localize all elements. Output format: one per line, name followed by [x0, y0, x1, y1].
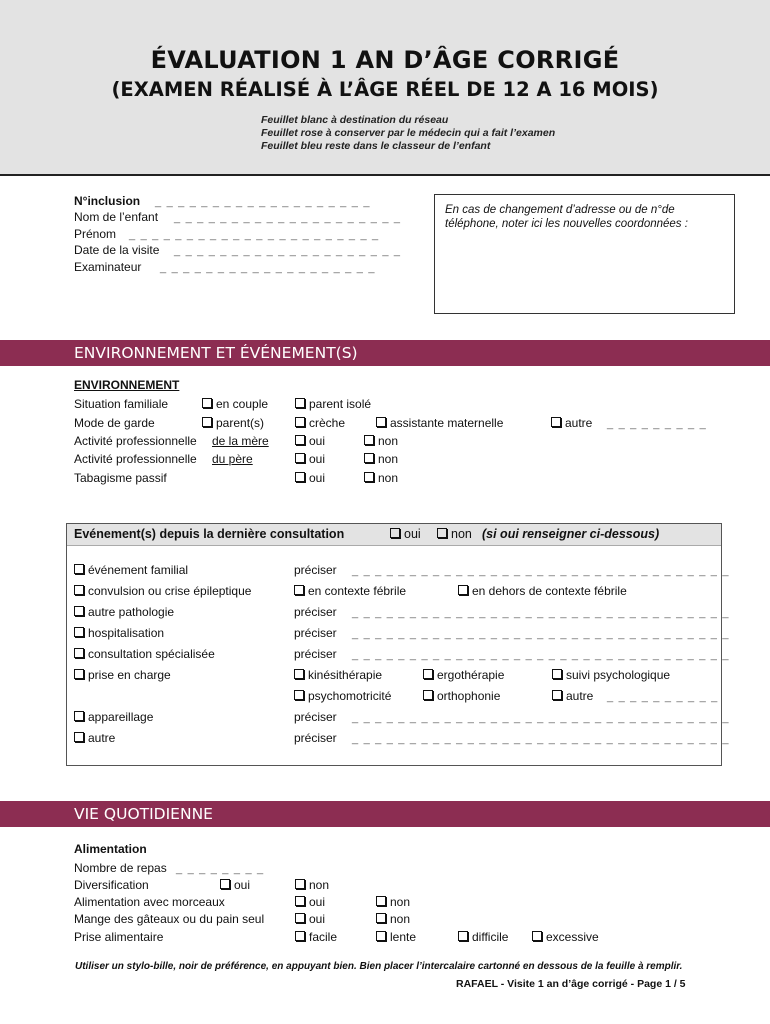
parents-label: parent(s) — [216, 416, 265, 430]
checkbox-icon — [423, 669, 433, 679]
environment-subtitle: ENVIRONNEMENT — [74, 378, 180, 392]
checkbox-events-non[interactable] — [437, 527, 472, 541]
checkbox-icon — [294, 690, 304, 700]
section-daily-life-title: VIE QUOTIDIENNE — [0, 801, 770, 827]
checkbox-assistante[interactable] — [376, 416, 503, 430]
checkbox-convulsion[interactable] — [74, 584, 251, 598]
checkbox-icon — [74, 606, 84, 616]
non-label: non — [378, 434, 399, 448]
checkbox-icon — [74, 585, 84, 595]
checkbox-mother-non[interactable] — [364, 434, 398, 448]
checkbox-icon — [294, 585, 304, 595]
autre-garde-field[interactable]: _ _ _ _ _ _ _ _ _ — [607, 418, 707, 430]
checkbox-icon — [458, 585, 468, 595]
meals-label: Nombre de repas — [74, 861, 167, 875]
visit-date-field[interactable]: _ _ _ _ _ _ _ _ _ _ _ _ _ _ _ _ _ _ _ _ — [174, 245, 402, 257]
checkbox-smoking-oui[interactable] — [295, 471, 325, 485]
checkbox-icon — [295, 931, 305, 941]
preciser-label: préciser — [294, 563, 337, 577]
checkbox-icon — [458, 931, 468, 941]
checkbox-icon — [294, 669, 304, 679]
checkbox-icon — [295, 472, 305, 482]
oui-label: oui — [309, 471, 326, 485]
cakes-label: Mange des gâteaux ou du pain seul — [74, 912, 265, 926]
preciser-pathologie-field[interactable]: _ _ _ _ _ _ _ _ _ _ _ _ _ _ _ _ _ _ _ _ _ _ _ _ _ _ _ _ _ _ _ _ _ — [352, 607, 730, 619]
checkbox-psycho[interactable] — [552, 668, 670, 682]
note-pink: Feuillet rose à conserver par le médecin qui a fait l’examen — [261, 127, 556, 139]
checkbox-smoking-non[interactable] — [364, 471, 398, 485]
checkbox-icon — [376, 913, 386, 923]
activity-father-label: Activité professionnelle — [74, 452, 197, 466]
non-label: non — [451, 527, 472, 541]
meals-field[interactable]: _ _ _ _ _ _ _ _ — [176, 863, 265, 875]
checkbox-parents[interactable] — [202, 416, 264, 430]
checkbox-pieces-non[interactable] — [376, 895, 410, 909]
checkbox-psychomot[interactable] — [294, 689, 391, 703]
febrile-label: en contexte fébrile — [308, 584, 407, 598]
oui-label: oui — [309, 895, 326, 909]
preciser-hospitalisation-field[interactable]: _ _ _ _ _ _ _ _ _ _ _ _ _ _ _ _ _ _ _ _ _ _ _ _ _ _ _ _ _ _ _ _ _ — [352, 628, 730, 640]
autre-prise-field[interactable]: _ _ _ _ _ _ _ _ _ _ — [607, 691, 719, 703]
checkbox-icon — [376, 931, 386, 941]
preciser-autre-field[interactable]: _ _ _ _ _ _ _ _ _ _ _ _ _ _ _ _ _ _ _ _ _ _ _ _ _ _ _ _ _ _ _ _ _ — [352, 733, 730, 745]
checkbox-lente[interactable] — [376, 930, 416, 944]
checkbox-icon — [376, 896, 386, 906]
inclusion-label: N°inclusion — [74, 194, 141, 208]
checkbox-parent-isole[interactable] — [295, 397, 371, 411]
kine-label: kinésithérapie — [308, 668, 383, 682]
note-blue: Feuillet bleu reste dans le classeur de l’enfant — [261, 140, 491, 152]
family-situation-label: Situation familiale — [74, 397, 169, 411]
checkbox-father-non[interactable] — [364, 452, 398, 466]
activity-mother-label: Activité professionnelle — [74, 434, 197, 448]
preciser-label: préciser — [294, 605, 337, 619]
events-header-hint: (si oui renseigner ci-dessous) — [482, 527, 660, 541]
checkbox-icon — [364, 472, 374, 482]
first-name-field[interactable]: _ _ _ _ _ _ _ _ _ _ _ _ _ _ _ _ _ _ _ _ _ _ — [129, 229, 380, 241]
parent-isole-label: parent isolé — [309, 397, 372, 411]
checkbox-icon — [376, 417, 386, 427]
checkbox-excessive[interactable] — [532, 930, 599, 944]
checkbox-div-non[interactable] — [295, 878, 329, 892]
checkbox-appareillage[interactable] — [74, 710, 153, 724]
preciser-consultation-field[interactable]: _ _ _ _ _ _ _ _ _ _ _ _ _ _ _ _ _ _ _ _ _ _ _ _ _ _ _ _ _ _ _ _ _ — [352, 649, 730, 661]
checkbox-en-couple[interactable] — [202, 397, 268, 411]
events-box — [66, 523, 722, 766]
checkbox-prise-charge[interactable] — [74, 668, 171, 682]
non-label: non — [390, 895, 411, 909]
checkbox-icon — [532, 931, 542, 941]
checkbox-familial[interactable] — [74, 563, 188, 577]
intake-label: Prise alimentaire — [74, 930, 164, 944]
checkbox-icon — [74, 627, 84, 637]
oui-label: oui — [404, 527, 421, 541]
checkbox-facile[interactable] — [295, 930, 337, 944]
familial-label: événement familial — [88, 563, 189, 577]
pieces-label: Alimentation avec morceaux — [74, 895, 225, 909]
hospitalisation-label: hospitalisation — [88, 626, 165, 640]
autre-label: autre — [566, 689, 594, 703]
checkbox-icon — [364, 453, 374, 463]
preciser-appareillage-field[interactable]: _ _ _ _ _ _ _ _ _ _ _ _ _ _ _ _ _ _ _ _ _ _ _ _ _ _ _ _ _ _ _ _ _ — [352, 712, 730, 724]
checkbox-febrile[interactable] — [294, 584, 406, 598]
passive-smoking-label: Tabagisme passif — [74, 471, 167, 485]
checkbox-icon — [74, 648, 84, 658]
checkbox-pathologie[interactable] — [74, 605, 174, 619]
preciser-label: préciser — [294, 731, 337, 745]
checkbox-icon — [295, 896, 305, 906]
checkbox-kine[interactable] — [294, 668, 382, 682]
oui-label: oui — [234, 878, 251, 892]
ergo-label: ergothérapie — [437, 668, 505, 682]
pathologie-label: autre pathologie — [88, 605, 175, 619]
page-title: ÉVALUATION 1 AN D’ÂGE CORRIGÉ — [150, 46, 620, 74]
section-environment-title: ENVIRONNEMENT ET ÉVÉNEMENT(S) — [0, 340, 770, 366]
checkbox-icon — [390, 528, 400, 538]
childcare-label: Mode de garde — [74, 416, 155, 430]
checkbox-icon — [295, 913, 305, 923]
checkbox-icon — [74, 732, 84, 742]
convulsion-label: convulsion ou crise épileptique — [88, 584, 252, 598]
facile-label: facile — [309, 930, 338, 944]
checkbox-autre-garde[interactable] — [551, 416, 592, 430]
checkbox-autre-event[interactable] — [74, 731, 115, 745]
checkbox-div-oui[interactable] — [220, 878, 250, 892]
checkbox-cakes-non[interactable] — [376, 912, 410, 926]
non-label: non — [390, 912, 411, 926]
checkbox-consultation[interactable] — [74, 647, 215, 661]
ortho-label: orthophonie — [437, 689, 501, 703]
visit-date-label: Date de la visite — [74, 243, 160, 257]
checkbox-icon — [220, 879, 230, 889]
checkbox-creche[interactable] — [295, 416, 345, 430]
checkbox-icon — [295, 453, 305, 463]
oui-label: oui — [309, 912, 326, 926]
address-change-note: En cas de changement d’adresse ou de n°de téléphone, noter ici les nouvelles coordonnées : — [445, 204, 688, 230]
non-febrile-label: en dehors de contexte fébrile — [472, 584, 627, 598]
psycho-label: suivi psychologique — [566, 668, 671, 682]
checkbox-icon — [423, 690, 433, 700]
psychomot-label: psychomotricité — [308, 689, 392, 703]
checkbox-icon — [202, 417, 212, 427]
father-label: du père — [212, 452, 253, 466]
appareillage-label: appareillage — [88, 710, 154, 724]
checkbox-hospitalisation[interactable] — [74, 626, 164, 640]
checkbox-ortho[interactable] — [423, 689, 500, 703]
checkbox-non-febrile[interactable] — [458, 584, 627, 598]
non-label: non — [309, 878, 330, 892]
checkbox-icon — [551, 417, 561, 427]
alimentation-subtitle: Alimentation — [74, 842, 147, 856]
autre-label: autre — [565, 416, 593, 430]
checkbox-events-oui[interactable] — [390, 527, 421, 541]
child-name-label: Nom de l’enfant — [74, 210, 159, 224]
assistante-label: assistante maternelle — [390, 416, 504, 430]
difficile-label: difficile — [472, 930, 509, 944]
examiner-label: Examinateur — [74, 260, 142, 274]
checkbox-mother-oui[interactable] — [295, 434, 325, 448]
en-couple-label: en couple — [216, 397, 269, 411]
footer-page: RAFAEL - Visite 1 an d’âge corrigé - Page 1 / 5 — [456, 978, 686, 990]
first-name-label: Prénom — [74, 227, 117, 241]
checkbox-icon — [295, 398, 305, 408]
checkbox-icon — [295, 435, 305, 445]
preciser-label: préciser — [294, 647, 337, 661]
oui-label: oui — [309, 434, 326, 448]
page-subtitle: (EXAMEN RÉALISÉ À L’ÂGE RÉEL DE 12 A 16 MOIS) — [111, 78, 659, 101]
excessive-label: excessive — [546, 930, 599, 944]
footer-instruction: Utiliser un stylo-bille, noir de préférence, en appuyant bien. Bien placer l’intercalaire cartonné en dessous de la feuille à remplir. — [75, 961, 683, 972]
checkbox-icon — [295, 879, 305, 889]
events-header-label: Evénement(s) depuis la dernière consultation — [74, 527, 345, 541]
creche-label: crèche — [309, 416, 346, 430]
checkbox-ergo[interactable] — [423, 668, 504, 682]
address-change-box[interactable] — [434, 194, 735, 314]
checkbox-father-oui[interactable] — [295, 452, 325, 466]
checkbox-icon — [364, 435, 374, 445]
oui-label: oui — [309, 452, 326, 466]
checkbox-icon — [74, 711, 84, 721]
preciser-label: préciser — [294, 710, 337, 724]
prise-charge-label: prise en charge — [88, 668, 171, 682]
checkbox-cakes-oui[interactable] — [295, 912, 325, 926]
mother-label: de la mère — [212, 434, 269, 448]
checkbox-icon — [202, 398, 212, 408]
checkbox-icon — [552, 690, 562, 700]
inclusion-field[interactable]: _ _ _ _ _ _ _ _ _ _ _ _ _ _ _ _ _ _ _ — [155, 196, 371, 208]
autre-label: autre — [88, 731, 116, 745]
checkbox-icon — [74, 669, 84, 679]
note-white: Feuillet blanc à destination du réseau — [261, 114, 449, 126]
checkbox-icon — [437, 528, 447, 538]
child-name-field[interactable]: _ _ _ _ _ _ _ _ _ _ _ _ _ _ _ _ _ _ _ _ — [174, 212, 402, 224]
non-label: non — [378, 452, 399, 466]
consultation-label: consultation spécialisée — [88, 647, 215, 661]
diversification-label: Diversification — [74, 878, 149, 892]
checkbox-pieces-oui[interactable] — [295, 895, 325, 909]
checkbox-icon — [552, 669, 562, 679]
preciser-familial-field[interactable]: _ _ _ _ _ _ _ _ _ _ _ _ _ _ _ _ _ _ _ _ _ _ _ _ _ _ _ _ _ _ _ _ _ — [352, 565, 730, 577]
checkbox-autre-prise[interactable] — [552, 689, 593, 703]
checkbox-icon — [74, 564, 84, 574]
lente-label: lente — [390, 930, 417, 944]
checkbox-icon — [295, 417, 305, 427]
non-label: non — [378, 471, 399, 485]
preciser-label: préciser — [294, 626, 337, 640]
checkbox-difficile[interactable] — [458, 930, 508, 944]
examiner-field[interactable]: _ _ _ _ _ _ _ _ _ _ _ _ _ _ _ _ _ _ _ — [160, 262, 376, 274]
